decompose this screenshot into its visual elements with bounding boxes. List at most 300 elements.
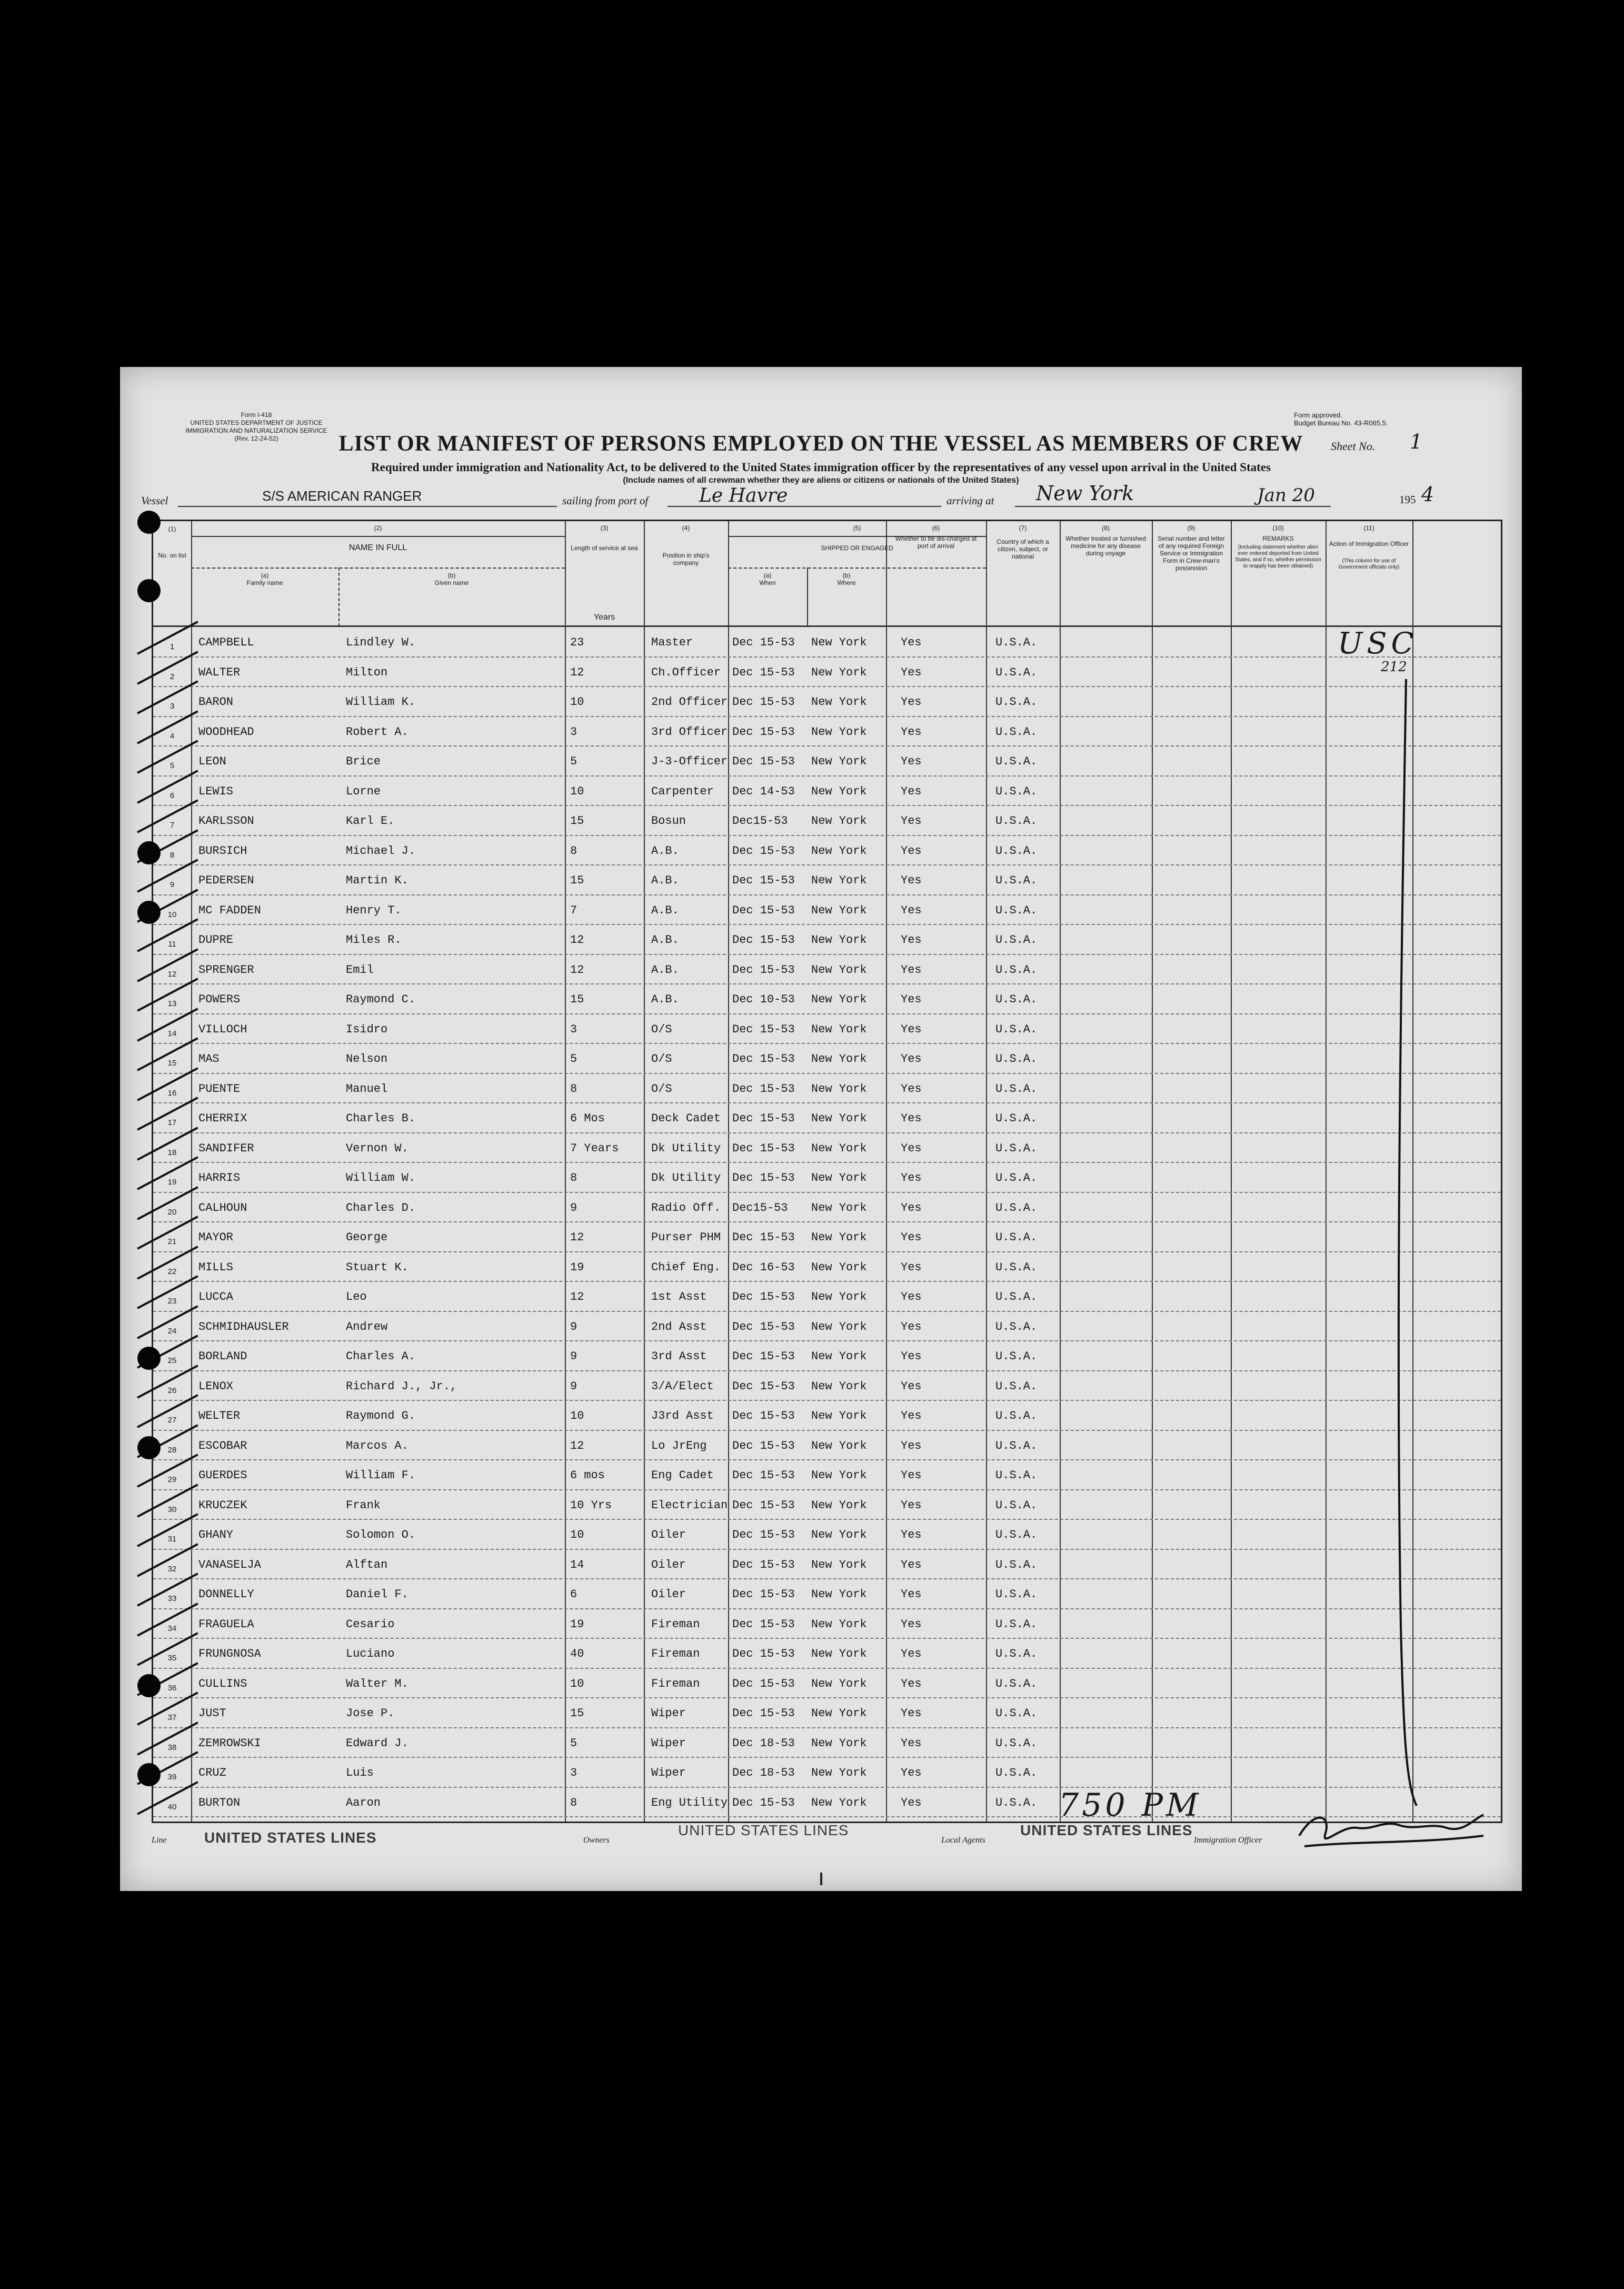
cell-when: Dec 15-53: [732, 1469, 795, 1482]
cell-where: New York: [811, 1022, 867, 1036]
cell-family: BARON: [198, 695, 234, 709]
cell-discharge: Yes: [901, 665, 922, 679]
row-divider: [153, 745, 1501, 747]
row-number: 35: [167, 1654, 177, 1663]
cell-family: VILLOCH: [198, 1022, 247, 1036]
cell-discharge: Yes: [901, 1379, 922, 1393]
cell-family: ZEMROWSKI: [198, 1736, 261, 1750]
cell-country: U.S.A.: [995, 1201, 1038, 1215]
cell-years: 7: [570, 903, 577, 917]
cell-discharge: Yes: [901, 1647, 922, 1660]
cell-position: J-3-Officer: [651, 755, 728, 768]
cell-where: New York: [811, 963, 867, 977]
cell-when: Dec 15-53: [732, 1528, 795, 1541]
cell-discharge: Yes: [901, 1260, 922, 1274]
row-divider: [153, 1073, 1501, 1074]
cell-country: U.S.A.: [995, 1498, 1038, 1512]
cell-years: 19: [570, 1260, 584, 1274]
cell-country: U.S.A.: [995, 903, 1038, 917]
year-prefix: 195: [1399, 493, 1416, 506]
page-title: LIST OR MANIFEST OF PERSONS EMPLOYED ON THE VESSEL AS MEMBERS OF CREW: [338, 432, 1303, 456]
cell-country: U.S.A.: [995, 1022, 1038, 1036]
cell-where: New York: [811, 1736, 867, 1750]
col3-header: Length of service at sea: [571, 544, 638, 552]
row-number: 11: [168, 940, 176, 949]
page-mark: [820, 1873, 822, 1885]
cell-years: 12: [570, 933, 584, 947]
row-number: 31: [167, 1535, 177, 1544]
cell-family: VANASELJA: [198, 1558, 261, 1571]
cell-discharge: Yes: [901, 1320, 922, 1333]
cell-when: Dec 15-53: [732, 1052, 795, 1066]
sailing-port: Le Havre: [699, 485, 788, 506]
cell-when: Dec 15-53: [732, 1588, 795, 1601]
cell-given: Miles R.: [346, 933, 402, 947]
cell-position: A.B.: [651, 844, 679, 858]
owners-label: Owners: [583, 1836, 610, 1845]
col3-num: (3): [600, 524, 609, 532]
cell-where: New York: [811, 1588, 867, 1601]
cell-country: U.S.A.: [995, 1677, 1038, 1690]
row-divider: [153, 656, 1501, 658]
include-note: (Include names of all crewman whether they are aliens or citizens or nationals of the United States): [623, 476, 1019, 485]
cell-given: George: [346, 1231, 388, 1244]
row-number: 4: [170, 731, 175, 741]
col9-num: (9): [1187, 524, 1195, 532]
row-number: 2: [170, 672, 175, 681]
cell-position: 1st Asst: [651, 1290, 707, 1303]
bracket-line: [1385, 679, 1443, 1811]
row-divider: [153, 1370, 1501, 1371]
cell-discharge: Yes: [901, 1201, 922, 1215]
cell-where: New York: [811, 1439, 867, 1452]
cell-years: 8: [570, 1082, 577, 1096]
cell-discharge: Yes: [901, 755, 922, 768]
cell-given: Martin K.: [346, 874, 409, 887]
cell-years: 6 mos: [570, 1469, 605, 1482]
cell-given: Cesario: [346, 1617, 395, 1631]
cell-when: Dec 15-53: [732, 1082, 795, 1096]
col8-header: Whether treated or furnished medicine for any disease during voyage: [1065, 535, 1146, 557]
cell-position: Radio Off.: [651, 1201, 721, 1215]
cell-where: New York: [811, 1231, 867, 1244]
cell-family: JUST: [198, 1707, 226, 1720]
cell-country: U.S.A.: [995, 755, 1038, 768]
budget-approval: Form approved. Budget Bureau No. 43-R065.5.: [1294, 411, 1388, 427]
cell-where: New York: [811, 903, 867, 917]
cell-where: New York: [811, 1320, 867, 1333]
cell-when: Dec15-53: [732, 814, 788, 828]
cell-given: William K.: [346, 695, 416, 709]
cell-position: Eng Cadet: [651, 1469, 714, 1482]
cell-years: 23: [570, 636, 584, 649]
cell-discharge: Yes: [901, 1498, 922, 1512]
cell-discharge: Yes: [901, 814, 922, 828]
cell-family: PUENTE: [198, 1082, 241, 1096]
cell-country: U.S.A.: [995, 993, 1038, 1006]
cell-when: Dec 15-53: [732, 1498, 795, 1512]
row-number: 40: [167, 1802, 177, 1812]
cell-given: Vernon W.: [346, 1141, 409, 1155]
col1-num: (1): [168, 525, 176, 533]
cell-given: William F.: [346, 1469, 416, 1482]
cell-discharge: Yes: [901, 1112, 922, 1125]
row-divider: [153, 1638, 1501, 1639]
punch-hole: [137, 1674, 161, 1697]
cell-position: Purser PHM: [651, 1231, 721, 1244]
year-suffix: 4: [1421, 483, 1434, 506]
cell-country: U.S.A.: [995, 1260, 1038, 1274]
cell-family: BURTON: [198, 1796, 241, 1809]
cell-position: Master: [651, 636, 693, 649]
cell-given: Edward J.: [346, 1736, 409, 1750]
row-number: 7: [170, 821, 175, 830]
cell-where: New York: [811, 1052, 867, 1066]
row-number: 38: [167, 1743, 177, 1752]
cell-given: Raymond C.: [346, 993, 416, 1006]
row-divider: [153, 1400, 1501, 1401]
footer: [152, 1820, 1499, 1852]
cell-where: New York: [811, 784, 867, 798]
row-divider: [153, 1102, 1501, 1103]
row-number: 27: [167, 1416, 177, 1425]
cell-family: MAS: [198, 1052, 220, 1066]
cell-position: Eng Utility: [651, 1796, 728, 1809]
cell-position: Ch.Officer: [651, 665, 721, 679]
cell-years: 12: [570, 1231, 584, 1244]
cell-where: New York: [811, 1171, 867, 1185]
col5-num: (5): [853, 524, 861, 532]
cell-discharge: Yes: [901, 1677, 922, 1690]
col11-header: Action of Immigration Officer: [1329, 540, 1409, 548]
cell-where: New York: [811, 1498, 867, 1512]
sheet-number-label: Sheet No.: [1331, 440, 1376, 453]
cell-position: Oiler: [651, 1528, 686, 1541]
cell-years: 10: [570, 695, 584, 709]
cell-where: New York: [811, 1677, 867, 1690]
cell-years: 8: [570, 1171, 577, 1185]
cell-position: Oiler: [651, 1588, 686, 1601]
cell-given: Jose P.: [346, 1707, 395, 1720]
usc-number: 212: [1381, 659, 1407, 675]
row-number: 23: [167, 1297, 177, 1306]
cell-family: PEDERSEN: [198, 874, 254, 887]
cell-family: GUERDES: [198, 1469, 247, 1482]
cell-years: 3: [570, 1766, 577, 1779]
cell-given: Isidro: [346, 1022, 388, 1036]
cell-position: Oiler: [651, 1558, 686, 1571]
row-number: 8: [170, 850, 175, 860]
cell-given: Michael J.: [346, 844, 416, 858]
cell-given: Andrew: [346, 1320, 388, 1333]
cell-family: WOODHEAD: [198, 725, 254, 739]
cell-family: WELTER: [198, 1409, 241, 1422]
cell-position: Chief Eng.: [651, 1260, 721, 1274]
row-divider: [153, 1221, 1501, 1222]
row-divider: [153, 894, 1501, 895]
cell-given: Charles A.: [346, 1350, 416, 1363]
row-number: 5: [170, 761, 175, 770]
cell-country: U.S.A.: [995, 1528, 1038, 1541]
cell-discharge: Yes: [901, 993, 922, 1006]
cell-where: New York: [811, 665, 867, 679]
row-divider: [153, 1132, 1501, 1133]
cell-when: Dec 15-53: [732, 1022, 795, 1036]
cell-position: Dk Utility: [651, 1141, 721, 1155]
cell-discharge: Yes: [901, 1052, 922, 1066]
cell-when: Dec 15-53: [732, 665, 795, 679]
cell-country: U.S.A.: [995, 1796, 1038, 1809]
punch-hole: [137, 1436, 161, 1459]
col10-num: (10): [1272, 524, 1284, 532]
row-divider: [153, 1489, 1501, 1490]
row-divider: [153, 1757, 1501, 1758]
col5-header: SHIPPED OR ENGAGED: [821, 544, 893, 552]
cell-country: U.S.A.: [995, 1320, 1038, 1333]
cell-years: 7 Years: [570, 1141, 619, 1155]
cell-where: New York: [811, 1707, 867, 1720]
row-divider: [153, 1608, 1501, 1609]
row-divider: [153, 1697, 1501, 1698]
cell-when: Dec 15-53: [732, 1112, 795, 1125]
cell-where: New York: [811, 1379, 867, 1393]
row-number: 26: [167, 1386, 177, 1395]
cell-family: CHERRIX: [198, 1112, 247, 1125]
cell-given: Robert A.: [346, 725, 409, 739]
row-divider: [153, 1459, 1501, 1460]
usc-annotation: USC: [1338, 626, 1418, 661]
cell-position: J3rd Asst: [651, 1409, 714, 1422]
row-number: 24: [167, 1326, 177, 1336]
cell-years: 6: [570, 1588, 577, 1601]
cell-family: SPRENGER: [198, 963, 254, 977]
cell-position: 3rd Officer: [651, 725, 728, 739]
cell-years: 8: [570, 1796, 577, 1809]
cell-position: 2nd Asst: [651, 1320, 707, 1333]
cell-years: 8: [570, 844, 577, 858]
cell-years: 5: [570, 755, 577, 768]
col8-num: (8): [1102, 524, 1110, 532]
col4-num: (4): [682, 524, 690, 532]
cell-years: 12: [570, 963, 584, 977]
row-number: 33: [167, 1594, 177, 1603]
cell-country: U.S.A.: [995, 695, 1038, 709]
cell-discharge: Yes: [901, 1469, 922, 1482]
row-divider: [153, 954, 1501, 955]
row-divider: [153, 775, 1501, 777]
cell-discharge: Yes: [901, 695, 922, 709]
cell-country: U.S.A.: [995, 1469, 1038, 1482]
cell-when: Dec 15-53: [732, 695, 795, 709]
cell-given: Karl E.: [346, 814, 395, 828]
cell-family: SANDIFER: [198, 1141, 254, 1155]
cell-position: O/S: [651, 1052, 672, 1066]
subtitle: Required under immigration and Nationality Act, to be delivered to the United States immigration officer by the representatives of any vessel upon arrival in the United States: [371, 461, 1271, 474]
cell-where: New York: [811, 1112, 867, 1125]
cell-position: A.B.: [651, 933, 679, 947]
col11-num: (11): [1363, 524, 1374, 532]
cell-position: 3rd Asst: [651, 1350, 707, 1363]
row-divider: [153, 1192, 1501, 1193]
row-number: 28: [167, 1445, 177, 1455]
row-number: 1: [170, 642, 175, 651]
crew-table: [152, 520, 1502, 1823]
cell-family: LUCCA: [198, 1290, 234, 1303]
col2-num: (2): [374, 524, 382, 532]
cell-given: Lorne: [346, 784, 381, 798]
cell-where: New York: [811, 1796, 867, 1809]
cell-given: Alftan: [346, 1558, 388, 1571]
cell-where: New York: [811, 1290, 867, 1303]
cell-when: Dec 10-53: [732, 993, 795, 1006]
cell-position: A.B.: [651, 993, 679, 1006]
cell-discharge: Yes: [901, 1350, 922, 1363]
cell-position: Carpenter: [651, 784, 714, 798]
time-annotation: 750 PM: [1059, 1787, 1202, 1824]
cell-position: A.B.: [651, 874, 679, 887]
cell-years: 10: [570, 1677, 584, 1690]
row-divider: [153, 1043, 1501, 1044]
cell-family: POWERS: [198, 993, 241, 1006]
cell-years: 10: [570, 1528, 584, 1541]
cell-family: CAMPBELL: [198, 636, 254, 649]
row-number: 9: [170, 880, 175, 889]
row-number: 13: [167, 999, 177, 1008]
agents-value: UNITED STATES LINES: [1020, 1822, 1193, 1838]
row-number: 14: [167, 1029, 177, 1038]
col7-num: (7): [1019, 524, 1027, 532]
cell-position: Deck Cadet: [651, 1112, 721, 1125]
cell-discharge: Yes: [901, 725, 922, 739]
row-divider: [153, 1013, 1501, 1014]
cell-discharge: Yes: [901, 963, 922, 977]
col7-header: Country of which a citizen, subject, or national: [997, 538, 1049, 560]
cell-given: Milton: [346, 665, 388, 679]
cell-family: DUPRE: [198, 933, 234, 947]
cell-country: U.S.A.: [995, 1290, 1038, 1303]
col6-num: (6): [932, 524, 940, 532]
cell-given: Daniel F.: [346, 1588, 409, 1601]
cell-when: Dec 15-53: [732, 1647, 795, 1660]
row-number: 32: [167, 1564, 177, 1574]
cell-country: U.S.A.: [995, 784, 1038, 798]
cell-discharge: Yes: [901, 1558, 922, 1571]
col9-header: Serial number and letter of any required Foreign Service or Immigration Form in Crew-man's possession: [1157, 535, 1226, 572]
row-number: 6: [170, 791, 175, 800]
cell-discharge: Yes: [901, 784, 922, 798]
cell-given: Luis: [346, 1766, 374, 1779]
cell-years: 3: [570, 725, 577, 739]
vessel-label: Vessel: [141, 494, 168, 507]
cell-years: 10 Yrs: [570, 1498, 612, 1512]
row-divider: [153, 686, 1501, 687]
cell-where: New York: [811, 874, 867, 887]
cell-discharge: Yes: [901, 1082, 922, 1096]
cell-country: U.S.A.: [995, 636, 1038, 649]
owners-value: UNITED STATES LINES: [678, 1822, 849, 1838]
cell-when: Dec 15-53: [732, 1439, 795, 1452]
cell-given: Manuel: [346, 1082, 388, 1096]
col11-note: (This column for use of Government officials only): [1338, 558, 1400, 570]
cell-family: CALHOUN: [198, 1201, 247, 1215]
row-divider: [153, 1519, 1501, 1520]
cell-country: U.S.A.: [995, 1141, 1038, 1155]
cell-where: New York: [811, 1647, 867, 1660]
cell-when: Dec 15-53: [732, 1290, 795, 1303]
row-number: 21: [167, 1237, 177, 1246]
cell-where: New York: [811, 1766, 867, 1779]
cell-discharge: Yes: [901, 1439, 922, 1452]
cell-discharge: Yes: [901, 636, 922, 649]
row-divider: [153, 1251, 1501, 1252]
cell-discharge: Yes: [901, 1171, 922, 1185]
agents-label: Local Agents: [941, 1836, 985, 1845]
punch-hole: [137, 901, 161, 924]
row-divider: [153, 864, 1501, 865]
cell-years: 15: [570, 1707, 584, 1720]
row-divider: [153, 983, 1501, 984]
col6-header: Whether to be dis-charged at port of arrival: [895, 535, 977, 550]
cell-given: Walter M.: [346, 1677, 409, 1690]
cell-discharge: Yes: [901, 1707, 922, 1720]
cell-where: New York: [811, 1141, 867, 1155]
cell-where: New York: [811, 636, 867, 649]
cell-position: Fireman: [651, 1677, 700, 1690]
cell-given: William W.: [346, 1171, 416, 1185]
cell-when: Dec 15-53: [732, 1350, 795, 1363]
cell-discharge: Yes: [901, 1290, 922, 1303]
cell-given: Lindley W.: [346, 636, 416, 649]
cell-position: O/S: [651, 1022, 672, 1036]
cell-when: Dec 15-53: [732, 1141, 795, 1155]
cell-when: Dec 15-53: [732, 1617, 795, 1631]
cell-discharge: Yes: [901, 933, 922, 947]
cell-years: 6 Mos: [570, 1112, 605, 1125]
cell-family: LENOX: [198, 1379, 234, 1393]
cell-given: Aaron: [346, 1796, 381, 1809]
officer-label: Immigration Officer: [1194, 1836, 1262, 1845]
cell-discharge: Yes: [901, 1528, 922, 1541]
row-number: 25: [167, 1356, 177, 1365]
row-divider: [153, 1668, 1501, 1669]
row-divider: [153, 805, 1501, 806]
cell-given: Frank: [346, 1498, 381, 1512]
row-number: 12: [167, 969, 177, 979]
col10-note: (Including statement whether alien ever ordered deported from United States, and if so, whether permission to reapply has been obtained): [1235, 544, 1321, 569]
cell-family: WALTER: [198, 665, 241, 679]
form-identifier: Form I-418 UNITED STATES DEPARTMENT OF JUSTICE IMMIGRATION AND NATURALIZATION SERVICE (Rev. 12-24-52): [185, 411, 327, 442]
arriving-port: New York: [1036, 482, 1134, 505]
cell-family: MC FADDEN: [198, 903, 261, 917]
cell-country: U.S.A.: [995, 844, 1038, 858]
cell-position: Fireman: [651, 1647, 700, 1660]
cell-when: Dec 15-53: [732, 755, 795, 768]
cell-when: Dec 15-53: [732, 903, 795, 917]
cell-family: KARLSSON: [198, 814, 254, 828]
cell-given: Brice: [346, 755, 381, 768]
cell-family: MAYOR: [198, 1231, 234, 1244]
cell-where: New York: [811, 844, 867, 858]
cell-position: Fireman: [651, 1617, 700, 1631]
cell-years: 15: [570, 814, 584, 828]
cell-where: New York: [811, 1350, 867, 1363]
row-divider: [153, 1430, 1501, 1431]
cell-given: Charles D.: [346, 1201, 416, 1215]
cell-country: U.S.A.: [995, 1439, 1038, 1452]
cell-country: U.S.A.: [995, 814, 1038, 828]
cell-family: BURSICH: [198, 844, 247, 858]
row-number: 3: [170, 702, 175, 711]
